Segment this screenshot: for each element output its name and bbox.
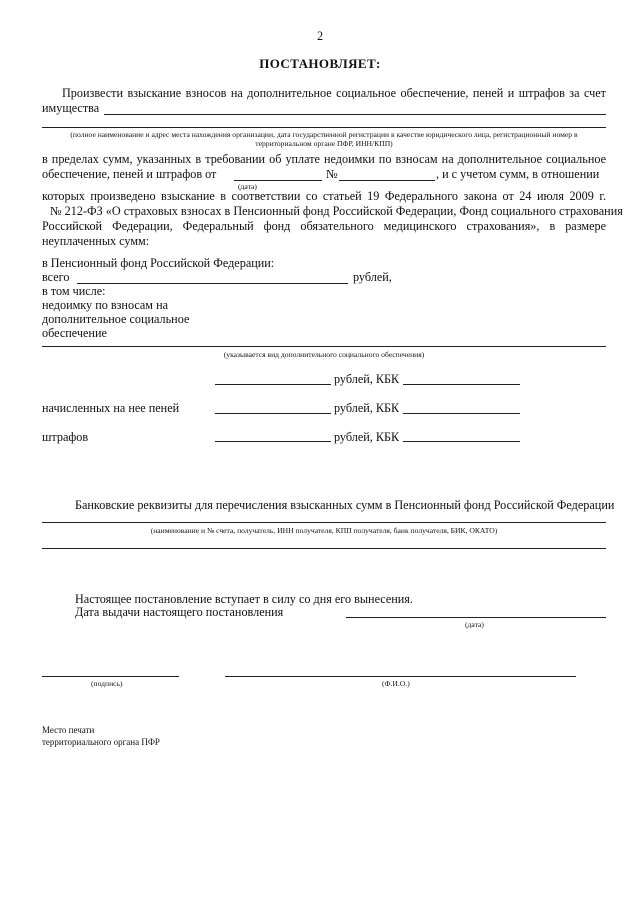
issue-date-field <box>346 617 606 618</box>
bank-details-field-2 <box>42 548 606 549</box>
p2-line6: неуплаченных сумм: <box>42 234 150 248</box>
arrears-kbk-field <box>403 384 520 385</box>
p2-line3: которых произведено взыскание в соответствии со статьей 19 Федерального закона от 24 июля 2009 г. <box>42 189 606 203</box>
fines-amount-field <box>215 441 331 442</box>
issue-date-hint: (дата) <box>465 620 484 629</box>
total-amount-field <box>77 283 348 284</box>
arrears-amount-field <box>215 384 331 385</box>
p2-line2a: обеспечение, пеней и штрафов от <box>42 167 217 181</box>
bank-title: Банковские реквизиты для перечисления взысканных сумм в Пенсионный фонд Российской Федерации <box>75 498 615 512</box>
p2-line4: № 212-ФЗ «О страховых взносах в Пенсионный фонд Российской Федерации, Фонд социального страхования <box>50 204 623 218</box>
penalties-kbk-field <box>403 413 520 414</box>
signature-field <box>42 676 179 677</box>
total-rubles: рублей, <box>353 270 392 284</box>
arrears-label-3: обеспечение <box>42 326 107 340</box>
full-name-hint: (Ф.И.О.) <box>382 679 410 688</box>
page-number: 2 <box>317 29 324 43</box>
arrears-label-2: дополнительное социальное <box>42 312 190 326</box>
arrears-label-1: недоимку по взносам на <box>42 298 168 312</box>
social-security-type-field <box>42 346 606 347</box>
demand-date-field <box>234 180 322 181</box>
p2-line2b: № <box>326 167 338 181</box>
fines-kbk-field <box>403 441 520 442</box>
penalties-label: начисленных на нее пеней <box>42 401 180 415</box>
bank-hint: (наименование и № счета, получатель, ИНН получателя, КПП получателя, банк получателя, БИК, ОКАТО) <box>150 526 498 535</box>
bank-details-field <box>42 522 606 523</box>
pfr-title: в Пенсионный фонд Российской Федерации: <box>42 256 275 270</box>
p1-line1: Произвести взыскание взносов на дополнительное социальное обеспечение, пеней и штрафов за счет <box>62 86 606 100</box>
p2-line5: Российской Федерации, Федеральный фонд обязательного медицинского страхования», в размере <box>42 219 606 233</box>
penalties-rub-kbk: рублей, КБК <box>334 401 400 415</box>
page-title: ПОСТАНОВЛЯЕТ: <box>259 56 381 71</box>
effect-line2: Дата выдачи настоящего постановления <box>75 605 284 619</box>
fines-rub-kbk: рублей, КБК <box>334 430 400 444</box>
property-owner-field-2 <box>42 127 606 128</box>
p2-line1: в пределах сумм, указанных в требовании об уплате недоимки по взносам на дополнительное социальное <box>42 152 606 166</box>
p1-line2: имущества <box>42 101 100 115</box>
p2-line2c: , и с учетом сумм, в отношении <box>436 167 600 181</box>
signature-hint: (подпись) <box>91 679 123 688</box>
organization-hint: (полное наименование и адрес места нахождения организации, дата государственной регистрации в качестве юридического лица, регистрационный номер в территориальном органе ПФР, ИНН/КПП) <box>70 130 578 148</box>
stamp-line1: Место печати <box>42 725 95 735</box>
effect-line1: Настоящее постановление вступает в силу со дня его вынесения. <box>75 592 413 606</box>
stamp-line2: территориального органа ПФР <box>42 737 160 747</box>
full-name-field <box>225 676 576 677</box>
penalties-amount-field <box>215 413 331 414</box>
type-hint: (указывается вид дополнительного социального обеспечения) <box>223 350 425 359</box>
date-hint: (дата) <box>238 182 257 191</box>
demand-number-field <box>339 180 435 181</box>
total-label: всего <box>42 270 70 284</box>
fines-label: штрафов <box>42 430 89 444</box>
arrears-rub-kbk: рублей, КБК <box>334 372 400 386</box>
including-label: в том числе: <box>42 284 106 298</box>
property-owner-field <box>104 114 606 115</box>
